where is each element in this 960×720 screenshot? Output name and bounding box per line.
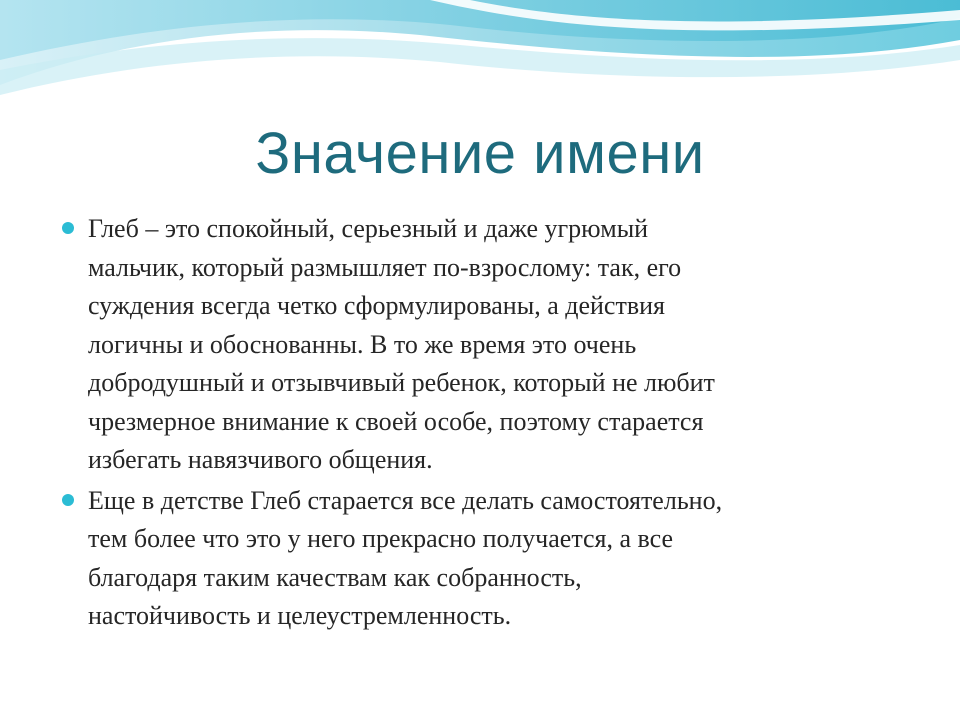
bullet-line: чрезмерное внимание к своей особе, поэтому старается [88,406,704,436]
slide-title: Значение имени [255,121,705,186]
bullet-dot-icon [62,222,74,234]
bullet-line: избегать навязчивого общения. [88,445,433,474]
bullet-line: суждения всегда четко сформулированы, а действия [88,291,665,320]
bullet-line: настойчивость и целеустремленность. [88,601,512,630]
bullet-list [62,210,892,638]
bullet-line: добродушный и отзывчивый ребенок, который не любит [88,368,715,397]
bullet-item-1 [62,210,892,480]
bullet-line: благодаря таким качествам как собранность, [88,562,582,592]
bullet-dot-icon [62,494,74,506]
bullet-line: мальчик, который размышляет по-взрослому: так, его [88,252,682,282]
header-wave-decoration [0,0,960,130]
bullet-line: тем более что это у него прекрасно получается, а все [88,524,674,553]
bullet-item-2 [62,482,892,636]
bullet-line: Еще в детстве Глеб старается все делать самостоятельно, [88,485,723,515]
bullet-line: Глеб – это спокойный, серьезный и даже угрюмый [88,214,649,243]
bullet-line: логичны и обоснованны. В то же время это очень [88,329,637,359]
